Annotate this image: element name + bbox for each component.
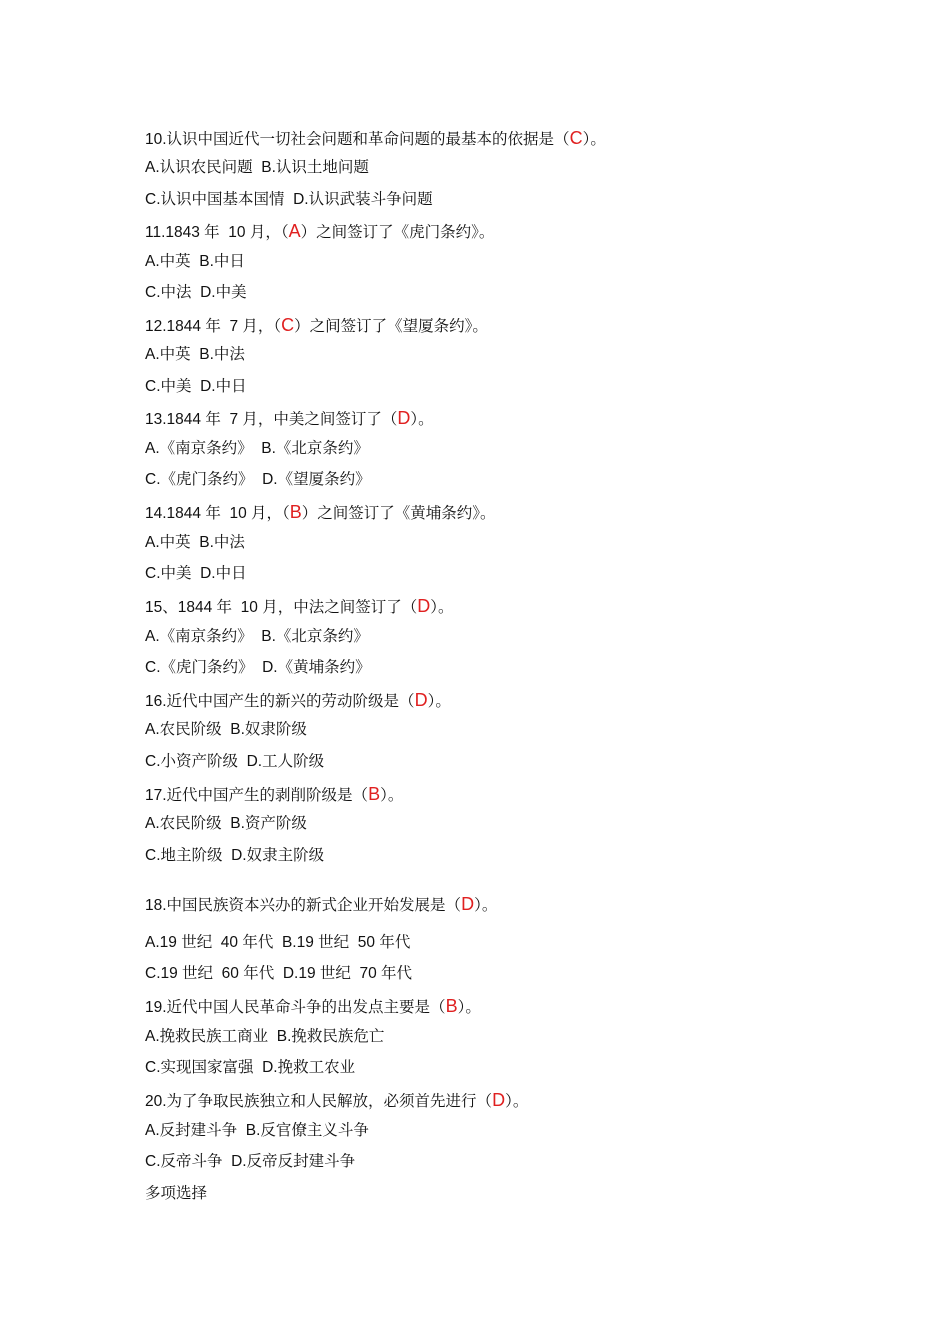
question-15-options-1: A.《南京条约》 B.《北京条约》 <box>145 628 369 645</box>
question-14-options-2: C.中美 D.中日 <box>145 565 247 582</box>
question-16-options-2: C.小资产阶级 D.工人阶级 <box>145 753 325 770</box>
question-10-options-2: C.认识中国基本国情 D.认识武装斗争问题 <box>145 191 433 208</box>
question-14-options-1: A.中英 B.中法 <box>145 534 245 551</box>
answer-letter: B <box>289 502 302 522</box>
question-15-options-2: C.《虎门条约》 D.《黄埔条约》 <box>145 659 371 676</box>
answer-letter: D <box>397 408 411 428</box>
answer-letter: B <box>368 784 381 804</box>
question-10-options-1: A.认识农民问题 B.认识土地问题 <box>145 159 369 176</box>
question-15-stem: 15、1844 年 10 月，中法之间签订了（D）。 <box>145 596 454 616</box>
section-heading: 多项选择 <box>145 1185 208 1202</box>
question-20-options-2: C.反帝斗争 D.反帝反封建斗争 <box>145 1153 356 1170</box>
question-11-stem: 11.1843 年 10 月，（A）之间签订了《虎门条约》。 <box>145 221 495 241</box>
answer-letter: D <box>461 894 475 914</box>
answer-letter: D <box>414 690 428 710</box>
answer-letter: D <box>417 596 431 616</box>
question-20-stem: 20.为了争取民族独立和人民解放，必须首先进行（D）。 <box>145 1090 529 1110</box>
answer-letter: B <box>445 996 458 1016</box>
question-13-options-2: C.《虎门条约》 D.《望厦条约》 <box>145 471 371 488</box>
answer-letter: C <box>281 315 295 335</box>
question-17-stem: 17.近代中国产生的剥削阶级是（B）。 <box>145 784 404 804</box>
question-16-options-1: A.农民阶级 B.奴隶阶级 <box>145 721 307 738</box>
question-18-options-2: C.19 世纪 60 年代 D.19 世纪 70 年代 <box>145 965 413 982</box>
question-19-stem: 19.近代中国人民革命斗争的出发点主要是（B）。 <box>145 996 481 1016</box>
question-19-options-1: A.挽救民族工商业 B.挽救民族危亡 <box>145 1028 385 1045</box>
question-11-options-1: A.中英 B.中日 <box>145 253 245 270</box>
question-19-options-2: C.实现国家富强 D.挽救工农业 <box>145 1059 356 1076</box>
answer-letter: C <box>569 128 583 148</box>
question-14-stem: 14.1844 年 10 月，（B）之间签订了《黄埔条约》。 <box>145 502 496 522</box>
question-20-options-1: A.反封建斗争 B.反官僚主义斗争 <box>145 1122 369 1139</box>
question-13-stem: 13.1844 年 7 月，中美之间签订了（D）。 <box>145 408 434 428</box>
question-17-options-2: C.地主阶级 D.奴隶主阶级 <box>145 847 325 864</box>
question-11-options-2: C.中法 D.中美 <box>145 284 247 301</box>
question-10-stem: 10.认识中国近代一切社会问题和革命问题的最基本的依据是（C）。 <box>145 128 606 148</box>
question-12-options-1: A.中英 B.中法 <box>145 346 245 363</box>
answer-letter: A <box>288 221 301 241</box>
question-18-options-1: A.19 世纪 40 年代 B.19 世纪 50 年代 <box>145 934 411 951</box>
question-16-stem: 16.近代中国产生的新兴的劳动阶级是（D）。 <box>145 690 451 710</box>
question-13-options-1: A.《南京条约》 B.《北京条约》 <box>145 440 369 457</box>
question-12-options-2: C.中美 D.中日 <box>145 378 247 395</box>
answer-letter: D <box>492 1090 506 1110</box>
question-18-stem: 18.中国民族资本兴办的新式企业开始发展是（D）。 <box>145 894 498 914</box>
question-17-options-1: A.农民阶级 B.资产阶级 <box>145 815 307 832</box>
question-12-stem: 12.1844 年 7 月，（C）之间签订了《望厦条约》。 <box>145 315 488 335</box>
